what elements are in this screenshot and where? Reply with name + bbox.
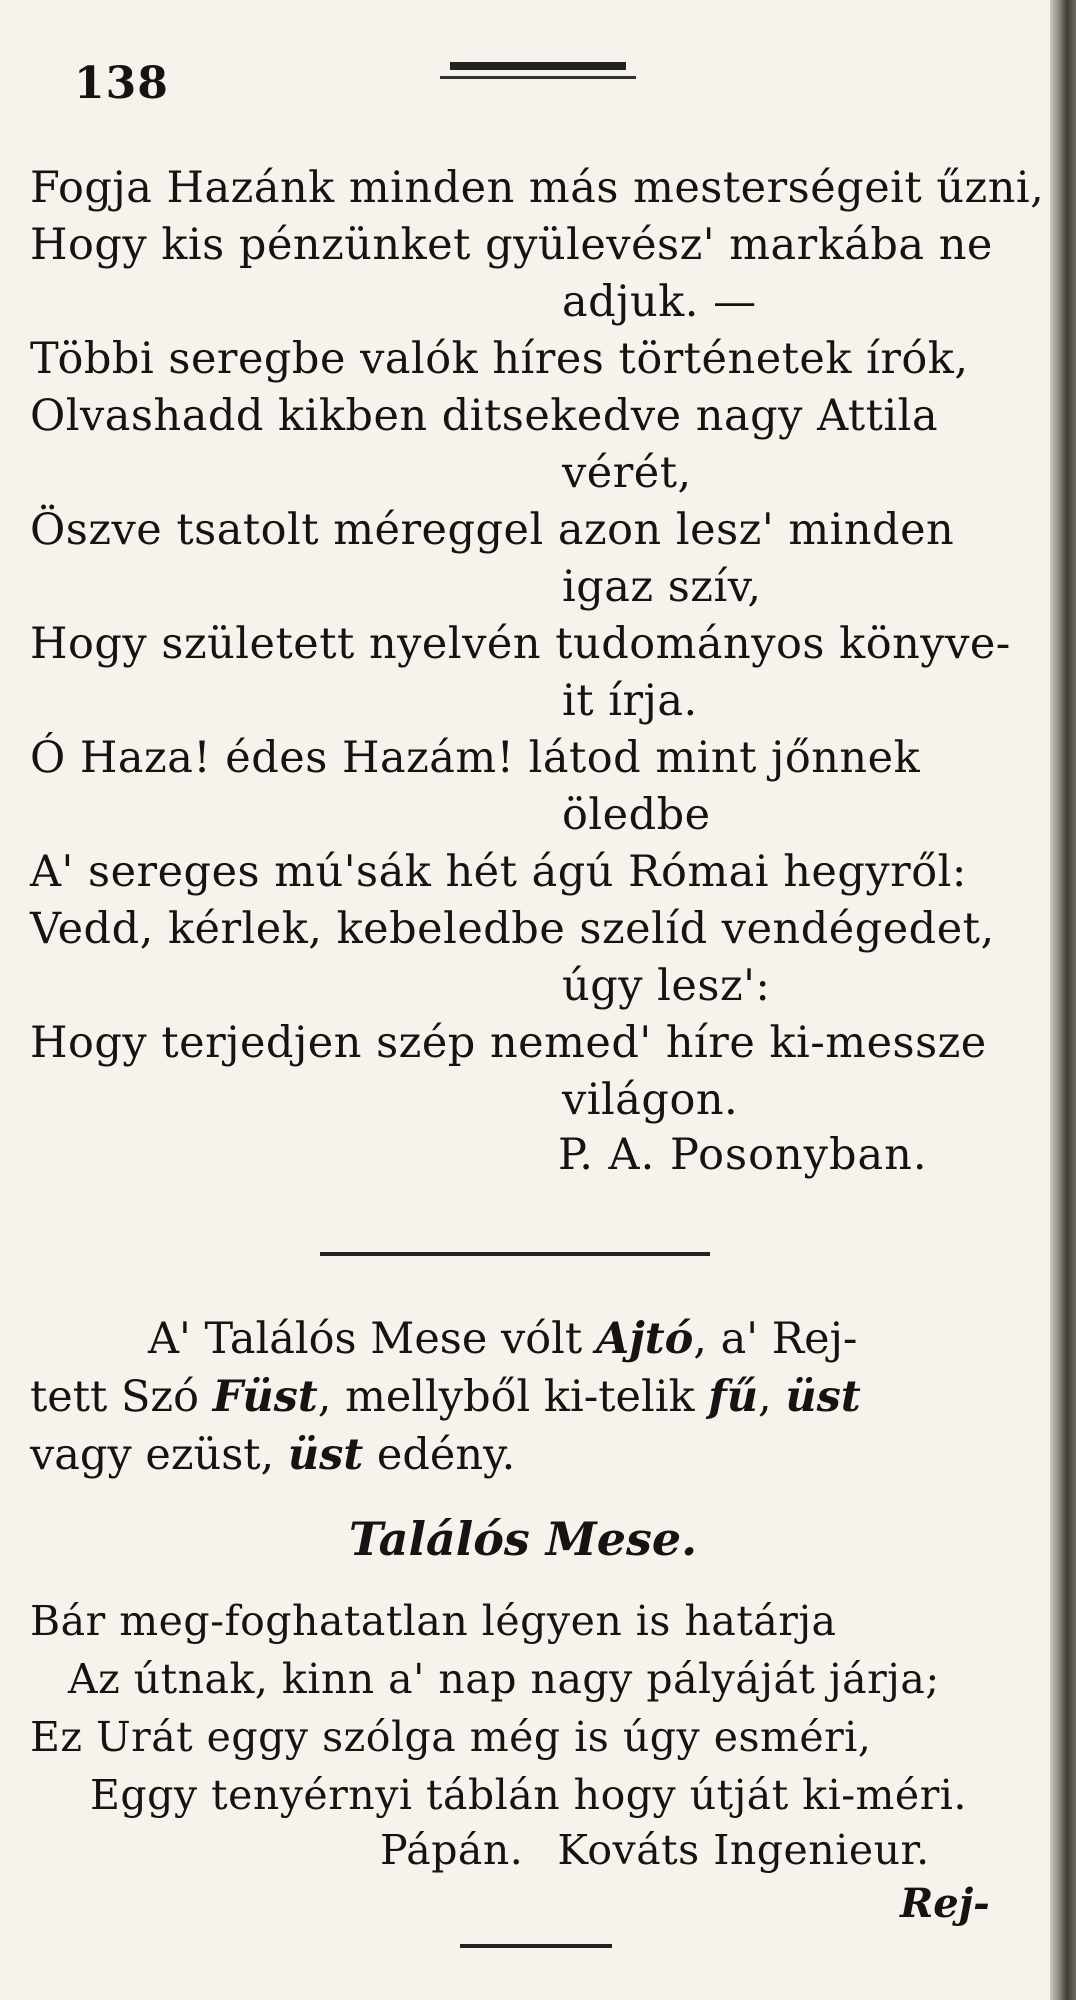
poem-line: Vedd, kérlek, kebeledbe szelíd vendégedet, <box>30 904 995 954</box>
poem-line-continuation: adjuk. — <box>562 277 757 327</box>
poem-line: A' sereges mú'sák hét ágú Római hegyről: <box>30 847 967 897</box>
answer-word-ajto: Ajtó <box>595 1314 694 1364</box>
answer-line: vagy ezüst, üst edény. <box>30 1430 516 1480</box>
poem-line-continuation: úgy lesz': <box>562 961 771 1011</box>
footer-ornament <box>460 1944 612 1948</box>
poem-line: Öszve tsatolt méreggel azon lesz' minden <box>30 505 955 555</box>
poem-line: Hogy terjedjen szép nemed' híre ki-messze <box>30 1018 987 1068</box>
poem-line-continuation: vérét, <box>562 448 692 498</box>
poem-line-continuation: öledbe <box>562 790 711 840</box>
catchword: Rej- <box>900 1880 990 1927</box>
riddle-line: Eggy tenyérnyi táblán hogy útját ki-méri. <box>90 1771 967 1819</box>
riddle-line: Ez Urát eggy szólga még is úgy esméri, <box>30 1713 872 1761</box>
header-rule-thin <box>440 76 636 79</box>
poem-line: Ó Haza! édes Hazám! látod mint jőnnek <box>30 733 921 783</box>
riddle-author-name: Kováts Ingenieur. <box>557 1826 930 1874</box>
poem-line: Hogy kis pénzünket gyülevész' markába ne <box>30 220 993 270</box>
poem-line: Fogja Hazánk minden más mesterségeit űzni, <box>30 163 1045 213</box>
poem-line-continuation: it írja. <box>562 676 698 726</box>
riddle-line: Az útnak, kinn a' nap nagy pályáját járja; <box>68 1655 940 1703</box>
answer-word-ust: üst <box>785 1372 861 1422</box>
book-spine-edge <box>1050 0 1076 2000</box>
riddle-line: Bár meg-foghatatlan légyen is határja <box>30 1597 837 1645</box>
poem-line: Többi seregbe valók híres történetek írók, <box>30 334 969 384</box>
riddle-answer-paragraph <box>30 1310 1040 1484</box>
riddle-title: Találós Mese. <box>348 1512 698 1566</box>
poem-line: Olvashadd kikben ditsekedve nagy Attila <box>30 391 939 441</box>
section-divider <box>320 1252 710 1256</box>
page-number: 138 <box>74 58 169 109</box>
poem-line: Hogy született nyelvén tudományos könyve- <box>30 619 1011 669</box>
answer-word-ust-2: üst <box>287 1430 364 1480</box>
header-ornament <box>440 62 636 84</box>
riddle-block <box>30 1592 1040 1824</box>
answer-line: A' Találós Mese vólt Ajtó, a' Rej- <box>148 1314 858 1364</box>
header-rule-thick <box>450 62 626 70</box>
answer-word-fu: fű <box>708 1372 758 1422</box>
poem-line-continuation: világon. <box>562 1075 739 1125</box>
poem-block <box>30 160 1045 1129</box>
answer-word-fust: Füst <box>212 1372 318 1422</box>
riddle-signature <box>380 1826 930 1874</box>
poem-signature: P. A. Posonyban. <box>558 1130 928 1180</box>
answer-line: tett Szó Füst, mellyből ki-telik fű, üst <box>30 1372 861 1422</box>
poem-line-continuation: igaz szív, <box>562 562 762 612</box>
riddle-place: Pápán. <box>380 1826 524 1874</box>
